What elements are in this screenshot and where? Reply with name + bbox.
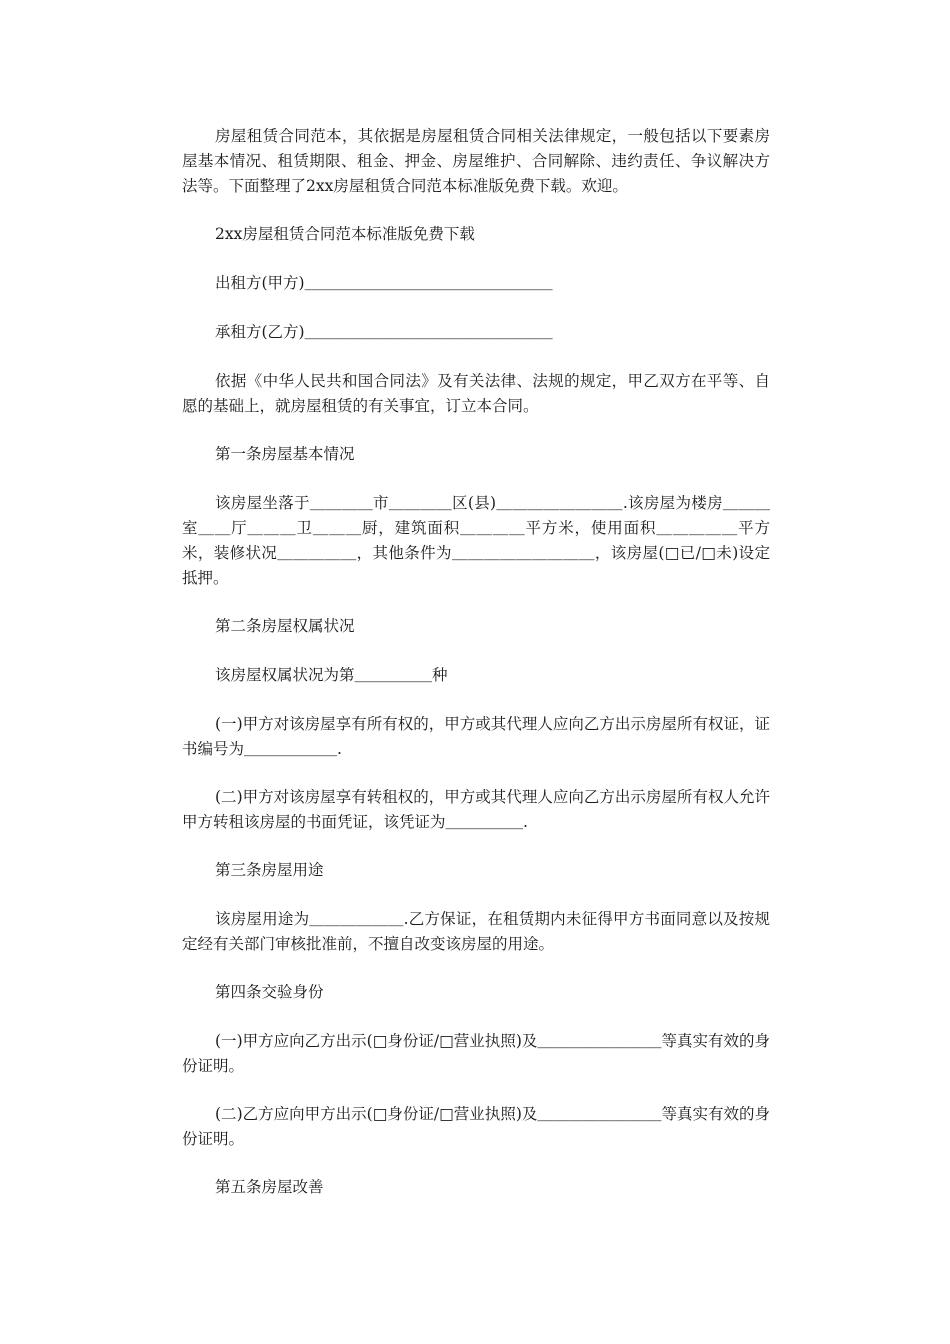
document-title: 2xx房屋租赁合同范本标准版免费下载 [215,225,475,243]
lessor-line: 出租方(甲方)＿＿＿＿＿＿＿＿＿＿＿＿＿＿＿＿ [215,274,553,292]
article-3-heading: 第三条房屋用途 [215,861,324,879]
article-2-body: 该房屋权属状况为第＿＿＿＿＿种 [215,666,448,684]
article-1-heading: 第一条房屋基本情况 [215,445,355,463]
article-1-body: 该房屋坐落于＿＿＿＿市＿＿＿＿区(县)＿＿＿＿＿＿＿＿.该房屋为楼房＿＿＿室＿＿厅＿＿＿卫＿＿＿厨，建筑面积＿＿＿＿平方米，使用面积＿＿＿＿＿平方米，装修状况＿＿＿＿＿，其他条件为＿＿＿＿＿＿＿＿＿，该房屋(□已/□未)设定抵押。 [182,494,770,587]
lessee-line: 承租方(乙方)＿＿＿＿＿＿＿＿＿＿＿＿＿＿＿＿ [215,323,553,341]
article-2-clause-1: (一)甲方对该房屋享有所有权的，甲方或其代理人应向乙方出示房屋所有权证，证书编号为＿＿＿＿＿＿. [182,715,770,758]
intro-paragraph: 房屋租赁合同范本，其依据是房屋租赁合同相关法律规定，一般包括以下要素房屋基本情况、租赁期限、租金、押金、房屋维护、合同解除、违约责任、争议解决方法等。下面整理了2xx房屋租赁合同范本标准版免费下载。欢迎。 [182,127,770,195]
article-4-heading: 第四条交验身份 [215,983,324,1001]
article-2-heading: 第二条房屋权属状况 [215,617,355,635]
article-4-clause-1: (一)甲方应向乙方出示(□身份证/□营业执照)及＿＿＿＿＿＿＿＿等真实有效的身份证明。 [182,1032,770,1075]
preamble-paragraph: 依据《中华人民共和国合同法》及有关法律、法规的规定，甲乙双方在平等、自愿的基础上，就房屋租赁的有关事宜，订立本合同。 [182,372,770,415]
article-5-heading: 第五条房屋改善 [215,1178,324,1196]
article-2-clause-2: (二)甲方对该房屋享有转租权的，甲方或其代理人应向乙方出示房屋所有权人允许甲方转租该房屋的书面凭证，该凭证为＿＿＿＿＿. [182,788,770,831]
article-4-clause-2: (二)乙方应向甲方出示(□身份证/□营业执照)及＿＿＿＿＿＿＿＿等真实有效的身份证明。 [182,1105,770,1148]
document-page [182,124,770,1224]
article-3-body: 该房屋用途为＿＿＿＿＿＿.乙方保证，在租赁期内未征得甲方书面同意以及按规定经有关部门审核批准前，不擅自改变该房屋的用途。 [182,910,770,953]
